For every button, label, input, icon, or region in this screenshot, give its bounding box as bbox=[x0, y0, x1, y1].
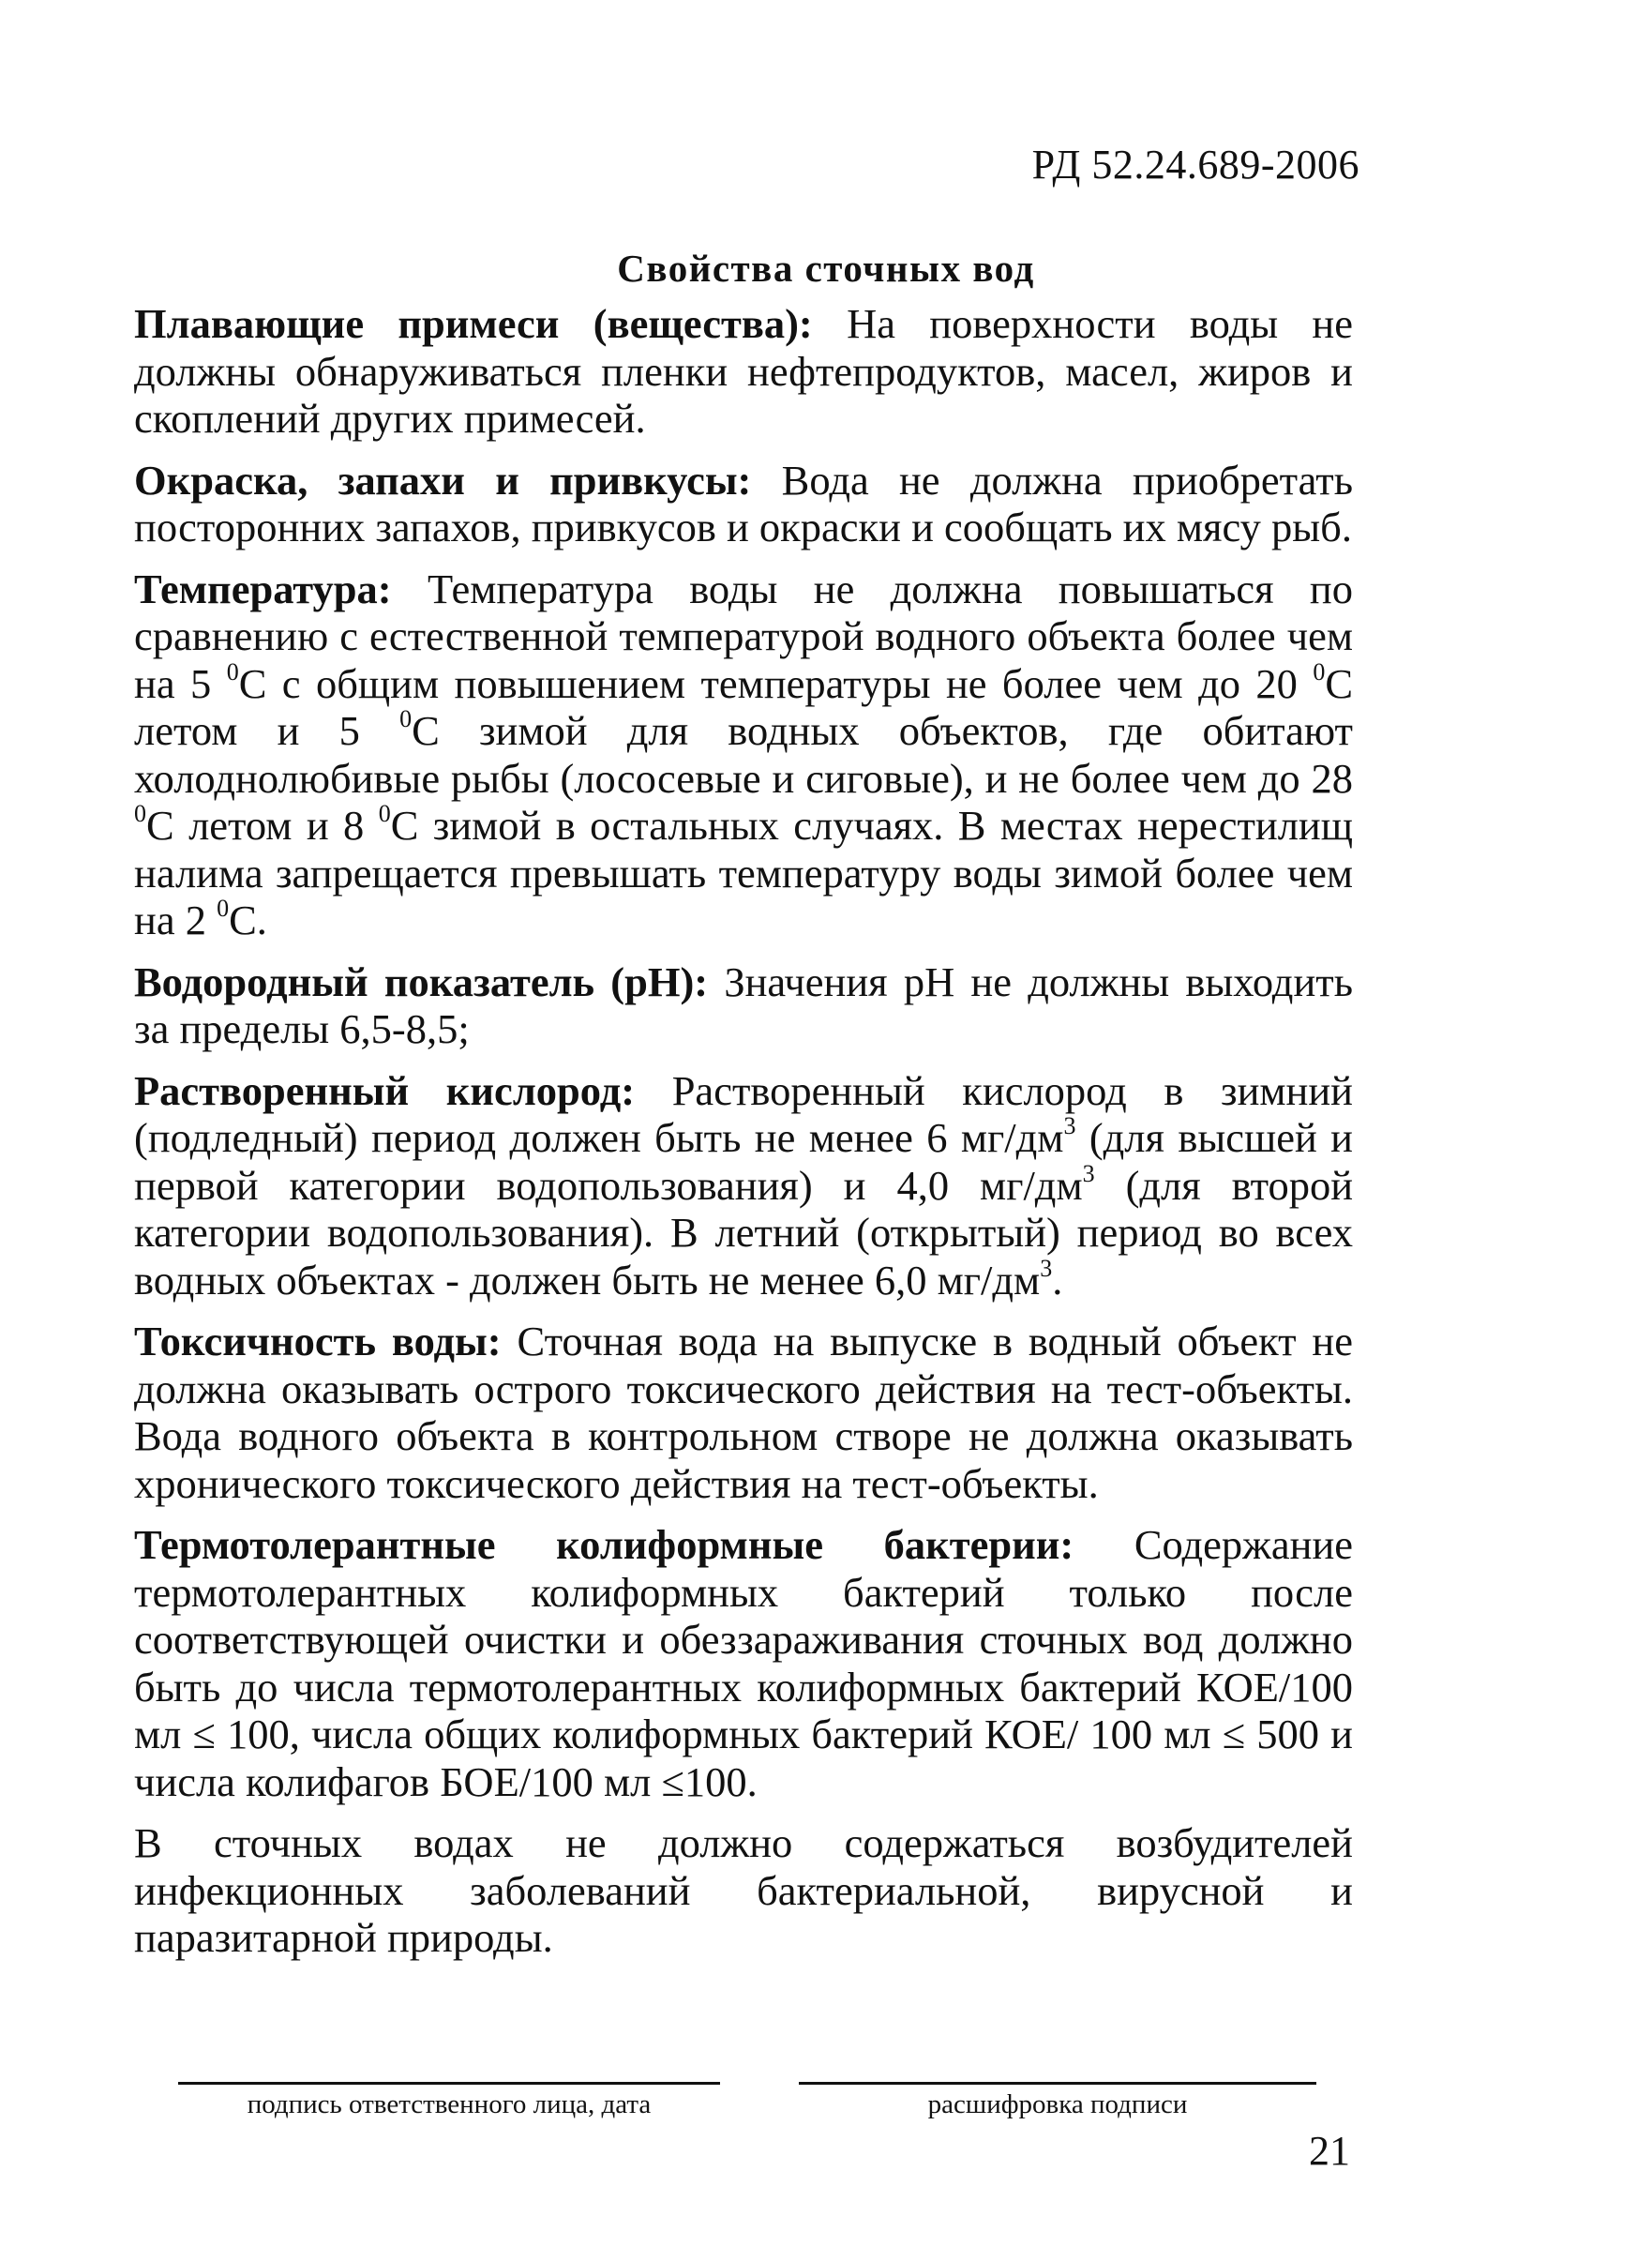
paragraph-label: Термотолерантные колиформные бактерии: bbox=[134, 1521, 1074, 1568]
paragraph-text: Растворенный кислород в зимний (подледный) период должен быть не менее 6 мг/дм bbox=[134, 1066, 1353, 1161]
degree-superscript: 0 bbox=[1313, 657, 1326, 686]
paragraph-text: Значения pH не должны выходить за пределы 6,5-8,5; bbox=[134, 957, 1354, 1052]
paragraph-text: С летом и 8 bbox=[146, 802, 365, 849]
paragraph-text: С зимой в остальных случаях. В местах нерестилищ налима запрещается превышать температуру воды зимой более чем на 2 bbox=[134, 802, 1353, 943]
cube-superscript: 3 bbox=[1040, 1254, 1053, 1282]
cube-superscript: 3 bbox=[1063, 1112, 1076, 1139]
page-title: Свойства сточных вод bbox=[617, 247, 1035, 290]
paragraph-text: С летом и 5 bbox=[134, 659, 1354, 754]
paragraph-text: (для второй категории водопользования). В летний (открытый) период во всех водных объектах - должен быть не менее 6,0 мг/дм bbox=[134, 1161, 1354, 1304]
paragraph-text: Вода не должна приобретать посторонних запахов, привкусов и окраски и сообщать их мясу рыб. bbox=[134, 456, 1354, 550]
paragraph-text: В сточных водах не должно содержаться возбудителей инфекционных заболеваний бактериальной, вирусной и паразитарной природы. bbox=[134, 1819, 1353, 1961]
paragraph-label: Плавающие примеси (вещества): bbox=[134, 300, 813, 347]
paragraph-text: Сточная вода на выпуске в водный объект не должна оказывать острого токсического действия на тест-объекты. Вода водного объекта в контрольном створе не должна оказывать хронического токсического действия на тест-объекты. bbox=[134, 1318, 1353, 1507]
document-code: РД 52.24.689-2006 bbox=[1031, 142, 1359, 188]
paragraph-dissolved-oxygen bbox=[134, 1067, 1353, 1304]
paragraph-label: Растворенный кислород: bbox=[134, 1066, 636, 1114]
paragraph-ph bbox=[134, 958, 1353, 1053]
paragraph-temperature bbox=[134, 565, 1353, 944]
cube-superscript: 3 bbox=[1082, 1159, 1095, 1187]
paragraph-pathogens bbox=[134, 1819, 1353, 1962]
paragraph-text: С зимой для водных объектов, где обитают холоднолюбивые рыбы (лососевые и сиговые), и не более чем до 28 bbox=[134, 707, 1354, 802]
decoding-line bbox=[799, 2082, 1316, 2085]
paragraph-coliform-bacteria bbox=[134, 1521, 1353, 1805]
paragraph-toxicity bbox=[134, 1318, 1353, 1507]
paragraph-color-odors bbox=[134, 457, 1353, 551]
paragraph-text: С. bbox=[229, 897, 267, 943]
decoding-caption: расшифровка подписи bbox=[927, 2089, 1188, 2119]
degree-superscript: 0 bbox=[378, 800, 391, 827]
paragraph-text: С с общим повышением температуры не более чем до 20 bbox=[238, 659, 1298, 707]
paragraph-label: Температура: bbox=[134, 565, 392, 612]
document-body bbox=[134, 300, 1353, 1976]
degree-superscript: 0 bbox=[399, 705, 413, 732]
signature-caption: подпись ответственного лица, дата bbox=[247, 2089, 652, 2119]
paragraph-text: Содержание термотолерантных колиформных бактерий только после соответствующей очистки и обеззараживания сточных вод должно быть до числа термотолерантных колиформных бактерий КОЕ/100 мл ≤ 100, числа общих колиформных бактерий КОЕ/ 100 мл ≤ 500 и числа колифагов БОЕ/100 мл ≤100. bbox=[134, 1521, 1354, 1805]
paragraph-text: (для высшей и первой категории водопользования) и 4,0 мг/дм bbox=[134, 1114, 1353, 1209]
page-number: 21 bbox=[1309, 2128, 1350, 2174]
paragraph-text: Температура воды не должна повышаться по сравнению с естественной температурой водного объекта более чем на 5 bbox=[134, 565, 1353, 707]
paragraph-label: Водородный показатель (pH): bbox=[134, 957, 709, 1005]
degree-superscript: 0 bbox=[226, 657, 239, 686]
paragraph-label: Токсичность воды: bbox=[134, 1318, 502, 1364]
paragraph-floating-impurities bbox=[134, 300, 1353, 443]
paragraph-text: . bbox=[1052, 1256, 1063, 1304]
degree-superscript: 0 bbox=[217, 895, 230, 922]
degree-superscript: 0 bbox=[134, 800, 146, 827]
paragraph-label: Окраска, запахи и привкусы: bbox=[134, 456, 752, 504]
paragraph-text: На поверхности воды не должны обнаруживаться пленки нефтепродуктов, масел, жиров и скоплений других примесей. bbox=[134, 300, 1353, 442]
signature-line bbox=[178, 2082, 720, 2085]
